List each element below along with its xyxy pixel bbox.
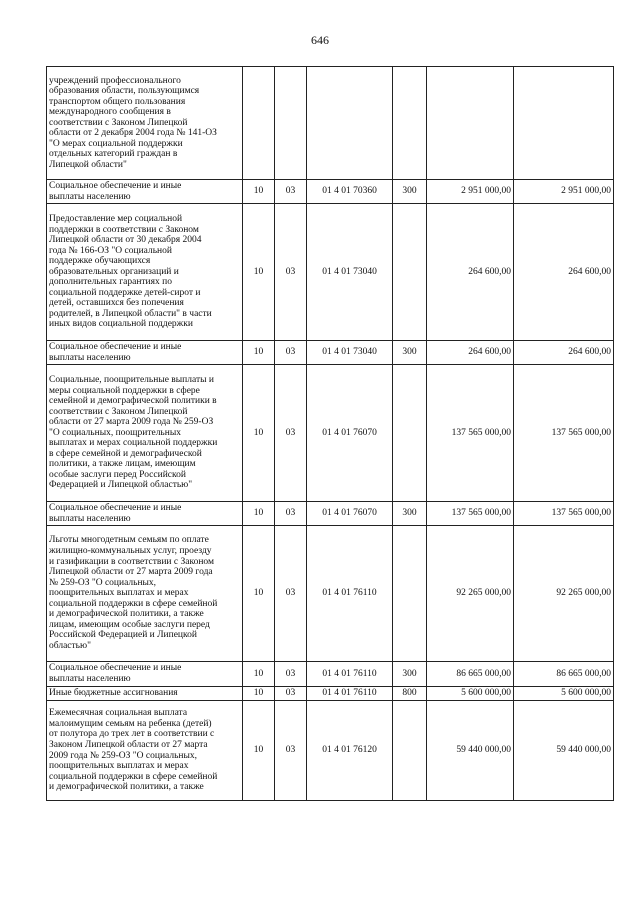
table-row <box>47 526 614 662</box>
row-amount: 86 665 000,00 <box>427 662 514 687</box>
row-amount: 264 600,00 <box>427 204 514 341</box>
row-target-code: 01 4 01 76120 <box>307 701 393 801</box>
row-name: Социальное обеспечение и иные выплаты населению <box>47 502 243 526</box>
row-target-code: 01 4 01 76110 <box>307 526 393 662</box>
row-section: 10 <box>243 526 275 662</box>
row-subsection <box>275 67 307 180</box>
row-expense-type <box>393 526 427 662</box>
row-total <box>514 67 614 180</box>
row-section: 10 <box>243 365 275 502</box>
page-number: 646 <box>311 33 329 47</box>
row-total: 59 440 000,00 <box>514 701 614 801</box>
row-name: Социальное обеспечение и иные выплаты населению <box>47 341 243 365</box>
row-section: 10 <box>243 341 275 365</box>
row-subsection: 03 <box>275 204 307 341</box>
row-expense-type: 300 <box>393 341 427 365</box>
row-name: Предоставление мер социальной поддержки в соответствии с Законом Липецкой области от 30 декабря 2004 года № 166-ОЗ "О социальной поддержке обучающихся образовательных организаций и дополнительных гарантиях по социальной поддержке детей-сирот и детей, оставшихся без попечения родителей, в Липецкой области" в части иных видов социальной поддержки <box>47 204 243 341</box>
row-subsection: 03 <box>275 662 307 687</box>
row-expense-type: 300 <box>393 502 427 526</box>
row-amount: 5 600 000,00 <box>427 687 514 701</box>
table-row <box>47 701 614 801</box>
row-name: Социальное обеспечение и иные выплаты населению <box>47 662 243 687</box>
row-section <box>243 67 275 180</box>
row-subsection: 03 <box>275 687 307 701</box>
row-amount: 137 565 000,00 <box>427 502 514 526</box>
row-target-code: 01 4 01 76070 <box>307 502 393 526</box>
row-target-code: 01 4 01 73040 <box>307 341 393 365</box>
row-name: Ежемесячная социальная выплата малоимущим семьям на ребенка (детей) от полутора до трех лет в соответствии с Законом Липецкой области от 27 марта 2009 года № 259-ОЗ "О социальных, поощрительных выплатах и мерах социальной поддержки в сфере семейной и демографической политики, а также <box>47 701 243 801</box>
budget-table <box>46 66 614 801</box>
row-amount: 59 440 000,00 <box>427 701 514 801</box>
table-row <box>47 180 614 204</box>
table-row <box>47 365 614 502</box>
row-target-code: 01 4 01 73040 <box>307 204 393 341</box>
row-expense-type <box>393 701 427 801</box>
row-expense-type: 300 <box>393 180 427 204</box>
row-total: 264 600,00 <box>514 341 614 365</box>
row-section: 10 <box>243 204 275 341</box>
row-target-code: 01 4 01 76110 <box>307 662 393 687</box>
table-row <box>47 67 614 180</box>
row-expense-type: 800 <box>393 687 427 701</box>
row-expense-type <box>393 67 427 180</box>
row-name: Социальное обеспечение и иные выплаты населению <box>47 180 243 204</box>
row-target-code <box>307 67 393 180</box>
row-amount: 92 265 000,00 <box>427 526 514 662</box>
row-section: 10 <box>243 662 275 687</box>
row-amount <box>427 67 514 180</box>
row-section: 10 <box>243 687 275 701</box>
row-subsection: 03 <box>275 180 307 204</box>
table-row <box>47 687 614 701</box>
row-name: Льготы многодетным семьям по оплате жилищно-коммунальных услуг, проезду и газификации в соответствии с Законом Липецкой области от 27 марта 2009 года № 259-ОЗ "О социальных, поощрительных выплатах и мерах социальной поддержки в сфере семейной и демографической политики, а также лицам, имеющим особые заслуги перед Российской Федерацией и Липецкой областью" <box>47 526 243 662</box>
table-row <box>47 502 614 526</box>
row-total: 86 665 000,00 <box>514 662 614 687</box>
row-target-code: 01 4 01 70360 <box>307 180 393 204</box>
row-section: 10 <box>243 180 275 204</box>
row-subsection: 03 <box>275 701 307 801</box>
row-subsection: 03 <box>275 365 307 502</box>
row-expense-type <box>393 204 427 341</box>
row-name: Иные бюджетные ассигнования <box>47 687 243 701</box>
row-expense-type: 300 <box>393 662 427 687</box>
table-row <box>47 341 614 365</box>
row-section: 10 <box>243 502 275 526</box>
row-amount: 264 600,00 <box>427 341 514 365</box>
row-total: 5 600 000,00 <box>514 687 614 701</box>
row-total: 92 265 000,00 <box>514 526 614 662</box>
row-subsection: 03 <box>275 526 307 662</box>
row-expense-type <box>393 365 427 502</box>
row-target-code: 01 4 01 76070 <box>307 365 393 502</box>
row-total: 137 565 000,00 <box>514 365 614 502</box>
table-row <box>47 204 614 341</box>
row-amount: 137 565 000,00 <box>427 365 514 502</box>
row-name: учреждений профессионального образования области, пользующимся транспортом общего пользования международного сообщения в соответствии с Законом Липецкой области от 2 декабря 2004 года № 141-ОЗ "О мерах социальной поддержки отдельных категорий граждан в Липецкой области" <box>47 67 243 180</box>
row-target-code: 01 4 01 76110 <box>307 687 393 701</box>
row-name: Социальные, поощрительные выплаты и меры социальной поддержки в сфере семейной и демографической политики в соответствии с Законом Липецкой области от 27 марта 2009 года № 259-ОЗ "О социальных, поощрительных выплатах и мерах социальной поддержки в сфере семейной и демографической политики, а также лицам, имеющим особые заслуги перед Российской Федерацией и Липецкой областью" <box>47 365 243 502</box>
row-total: 137 565 000,00 <box>514 502 614 526</box>
row-subsection: 03 <box>275 341 307 365</box>
row-subsection: 03 <box>275 502 307 526</box>
row-total: 2 951 000,00 <box>514 180 614 204</box>
table-row <box>47 662 614 687</box>
row-section: 10 <box>243 701 275 801</box>
row-total: 264 600,00 <box>514 204 614 341</box>
row-amount: 2 951 000,00 <box>427 180 514 204</box>
